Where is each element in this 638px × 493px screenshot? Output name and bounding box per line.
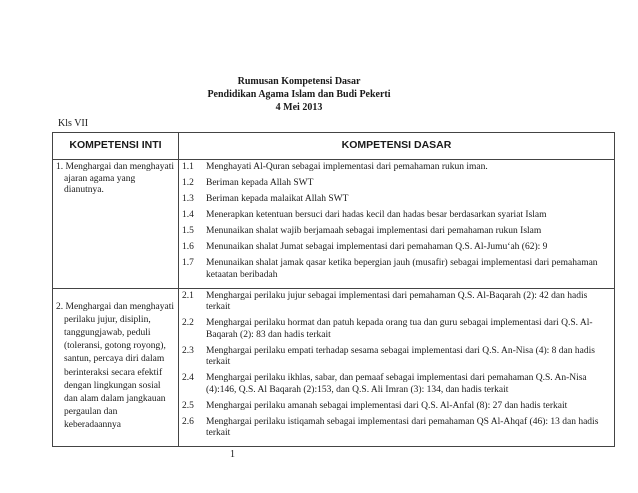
competency-number: 1.7 <box>182 258 194 268</box>
document-date: 4 Mei 2013 <box>275 102 323 113</box>
document-subtitle: Pendidikan Agama Islam dan Budi Pekerti <box>207 89 391 100</box>
list-item <box>182 417 608 440</box>
list-item <box>182 291 608 314</box>
competency-number: 1.1 <box>182 162 194 172</box>
list-item <box>182 318 608 341</box>
core-competency-text: 2. Menghargai dan menghayati perilaku jujur, disiplin, tanggungjawab, peduli (toleransi, gotong royong), santun, percaya diri dalam berinteraksi secara efektif dengan lingkungan sosial dan alam dalam jangkauan pergaulan dan keberadaannya <box>56 301 175 431</box>
competency-number: 2.2 <box>182 318 194 328</box>
competency-number: 2.4 <box>182 373 194 383</box>
competency-number: 1.3 <box>182 194 194 204</box>
core-competency-cell <box>53 160 179 289</box>
competency-text: Menunaikan shalat Jumat sebagai implementasi dari pemahaman Q.S. Al-Jumu‘ah (62): 9 <box>206 242 548 252</box>
competency-text: Menunaikan shalat wajib berjamaah sebagai implementasi dari pemahaman rukun Islam <box>206 226 542 236</box>
document-title: Rumusan Kompetensi Dasar <box>237 76 361 87</box>
table-row <box>53 160 615 289</box>
basic-competency-cell <box>179 160 615 289</box>
competency-number: 2.3 <box>182 345 194 356</box>
page-number: 1 <box>230 449 235 460</box>
list-item <box>182 258 608 281</box>
list-item <box>182 242 608 254</box>
list-item <box>182 346 608 369</box>
competency-text: Menghargai perilaku hormat dan patuh kepada orang tua dan guru sebagai implementasi dari Q.S. Al-Baqarah (2): 83 dan hadis terkait <box>206 318 593 340</box>
competency-text: Beriman kepada malaikat Allah SWT <box>206 194 349 204</box>
list-item <box>182 178 608 190</box>
competency-text: Menghargai perilaku istiqamah sebagai implementasi dari pemahaman QS Al-Ahqaf (46): 13 dan hadis terkait <box>206 416 599 438</box>
competency-text: Menghargai perilaku empati terhadap sesama sebagai implementasi dari Q.S. An-Nisa (4): 8 dan hadis terkait <box>206 345 595 367</box>
basic-competency-cell <box>179 288 615 447</box>
core-competency-text: 1. Menghargai dan menghayati ajaran agama yang dianutnya. <box>56 162 175 195</box>
competency-text: Menghayati Al-Quran sebagai implementasi dari pemahaman rukun iman. <box>206 162 488 172</box>
list-item <box>182 162 608 174</box>
column-header-ki: KOMPETENSI INTI <box>53 133 179 160</box>
competency-number: 1.4 <box>182 210 194 220</box>
list-item <box>182 194 608 206</box>
competency-number: 1.5 <box>182 226 194 236</box>
list-item <box>182 210 608 222</box>
competency-text: Menghargai perilaku ikhlas, sabar, dan pemaaf sebagai implementasi dari pemahaman Q.S. An-Nisa (4):146, Q.S. Al Baqarah (2):153, dan Q.S. Ali Imran (3): 134, dan hadis terkait <box>206 373 587 395</box>
column-header-kd: KOMPETENSI DASAR <box>179 133 615 160</box>
competency-text: Menunaikan shalat jamak qasar ketika bepergian jauh (musafir) sebagai implementasi dari pemahaman ketaatan beribadah <box>206 258 598 280</box>
competency-text: Menghargai perilaku amanah sebagai implementasi dari Q.S. Al-Anfal (8): 27 dan hadis terkait <box>206 400 568 411</box>
class-label: Kls VII <box>58 118 89 129</box>
core-competency-cell <box>53 288 179 447</box>
competency-number: 1.2 <box>182 178 194 188</box>
competency-number: 2.6 <box>182 416 194 427</box>
list-item <box>182 401 608 413</box>
competency-number: 2.5 <box>182 400 194 411</box>
table-row <box>53 288 615 447</box>
list-item <box>182 226 608 238</box>
list-item <box>182 373 608 396</box>
competency-number: 1.6 <box>182 242 194 252</box>
competency-table <box>52 132 615 447</box>
competency-text: Menghargai perilaku jujur sebagai implementasi dari pemahaman Q.S. Al-Baqarah (2): 42 dan hadis terkait <box>206 290 588 312</box>
competency-text: Beriman kepada Allah SWT <box>206 178 314 188</box>
competency-number: 2.1 <box>182 290 194 301</box>
competency-text: Menerapkan ketentuan bersuci dari hadas kecil dan hadas besar berdasarkan syariat Islam <box>206 210 547 220</box>
